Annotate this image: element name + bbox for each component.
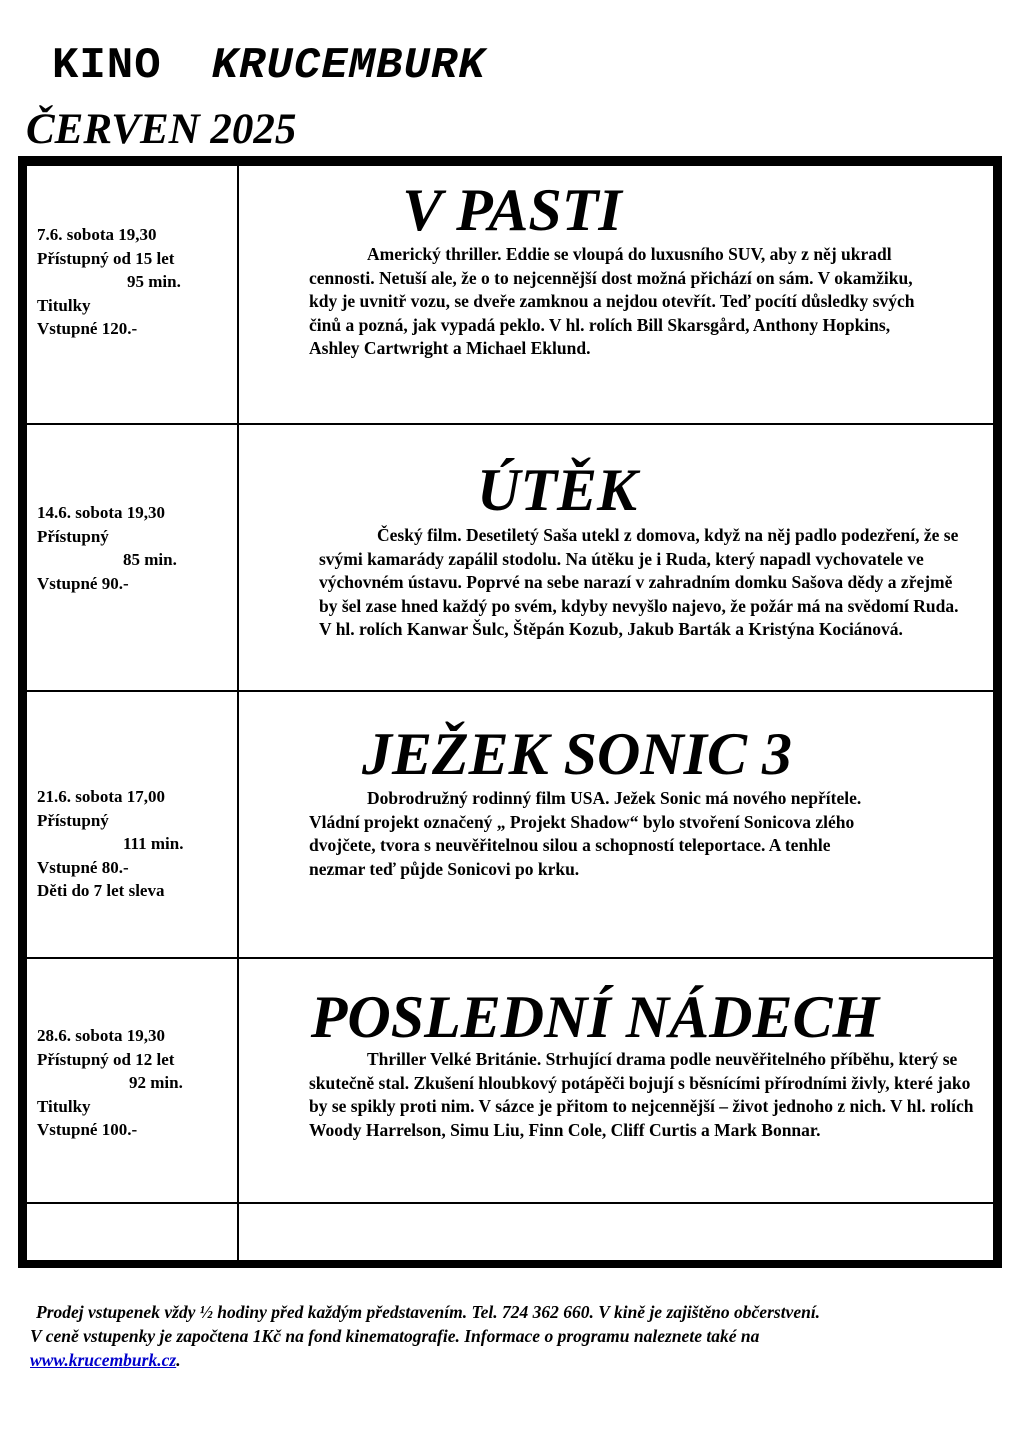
film-subtitles: Titulky (37, 1096, 91, 1116)
film-rating: Přístupný (37, 526, 109, 546)
website-link[interactable]: www.krucemburk.cz (30, 1350, 177, 1370)
program-table-inner (27, 166, 993, 1260)
film-title: POSLEDNÍ NÁDECH (310, 984, 880, 1050)
footer-link-suffix: . (176, 1350, 181, 1370)
footer-line-2: V ceně vstupenky je započtena 1Kč na fond kinematografie. Informace o programu naleznete také na (30, 1326, 760, 1346)
film-row (27, 166, 993, 423)
film-info (37, 223, 232, 341)
film-duration: 85 min. (123, 550, 177, 569)
film-info (37, 1024, 232, 1142)
film-info (37, 501, 232, 595)
film-date: 14.6. sobota 19,30 (37, 503, 165, 522)
film-title: V PASTI (402, 177, 622, 243)
footer-line-1: Prodej vstupenek vždy ½ hodiny před každým představením. Tel. 724 362 660. V kině je zajištěno občerstvení. (36, 1302, 821, 1322)
town-word: KRUCEMBURK (211, 41, 486, 91)
footer-line-3 (30, 1348, 990, 1372)
film-description: Dobrodružný rodinný film USA. Ježek Sonic má nového nepřítele. Vládní projekt označený „ Projekt Shadow“ bylo stvoření Sonicova zlého dvojčete, tvora s neuvěřitelnou silou a schopností teleportace. A tenhle nezmar teď půjde Sonicovi po krku. (309, 788, 862, 879)
film-duration: 95 min. (127, 272, 181, 291)
film-date: 21.6. sobota 17,00 (37, 787, 165, 806)
film-date: 28.6. sobota 19,30 (37, 1026, 165, 1045)
film-subtitles: Titulky (37, 295, 91, 315)
footer-note (30, 1300, 990, 1372)
film-price: Vstupné 120.- (37, 319, 138, 338)
film-row (27, 959, 993, 1202)
cinema-word: KINO (52, 41, 162, 91)
film-description: Thriller Velké Británie. Strhující drama podle neuvěřitelného příběhu, který se skutečně stal. Zkušení hloubkový potápěči bojují s běsnícími přírodními živly, které jako by se spikly proti nim. V sázce je přitom to nejcennější – život jednoho z nich. V hl. rolích Woody Harrelson, Simu Liu, Finn Cole, Cliff Curtis a Mark Bonnar. (309, 1049, 974, 1140)
film-duration: 111 min. (123, 834, 184, 853)
empty-row (27, 1204, 993, 1266)
film-title: ÚTĚK (476, 457, 638, 523)
film-price: Vstupné 90.- (37, 573, 129, 593)
program-table (18, 156, 1002, 1268)
film-price: Vstupné 100.- (37, 1120, 138, 1139)
film-price: Vstupné 80.- (37, 857, 129, 877)
film-rating: Přístupný od 15 let (37, 248, 175, 268)
film-date: 7.6. sobota 19,30 (37, 225, 157, 244)
film-description: Český film. Desetiletý Saša utekl z domova, když na něj padlo podezření, že se svými kamarády zapálil stodolu. Na útěku je i Ruda, který napadl vychovatele ve výchovném ústavu. Poprvé na sebe narazí v zahradním domku Sašova dědy a zřejmě by šel zase hned každý po svém, kdyby nevyšlo najevo, že požár má na svědomí Ruda. V hl. rolích Kanwar Šulc, Štěpán Kozub, Jakub Barták a Kristýna Kociánová. (319, 525, 959, 639)
film-info (37, 785, 232, 903)
film-duration: 92 min. (129, 1073, 183, 1092)
film-rating: Přístupný (37, 810, 109, 830)
film-discount: Děti do 7 let sleva (37, 881, 165, 900)
month-heading: ČERVEN 2025 (26, 106, 297, 153)
cinema-heading (52, 40, 486, 92)
film-title: JEŽEK SONIC 3 (361, 721, 793, 787)
film-description: Americký thriller. Eddie se vloupá do luxusního SUV, aby z něj ukradl cennosti. Netuší ale, že o to nejcennější dost možná přichází on sám. V okamžiku, kdy je uvnitř vozu, se dveře zamknou a nejdou otevřít. Teď pocítí důsledky svých činů a pozná, jak vypadá peklo. V hl. rolích Bill Skarsgård, Anthony Hopkins, Ashley Cartwright a Michael Eklund. (309, 244, 915, 358)
film-row (27, 425, 993, 690)
film-rating: Přístupný od 12 let (37, 1049, 175, 1069)
film-row (27, 692, 993, 957)
